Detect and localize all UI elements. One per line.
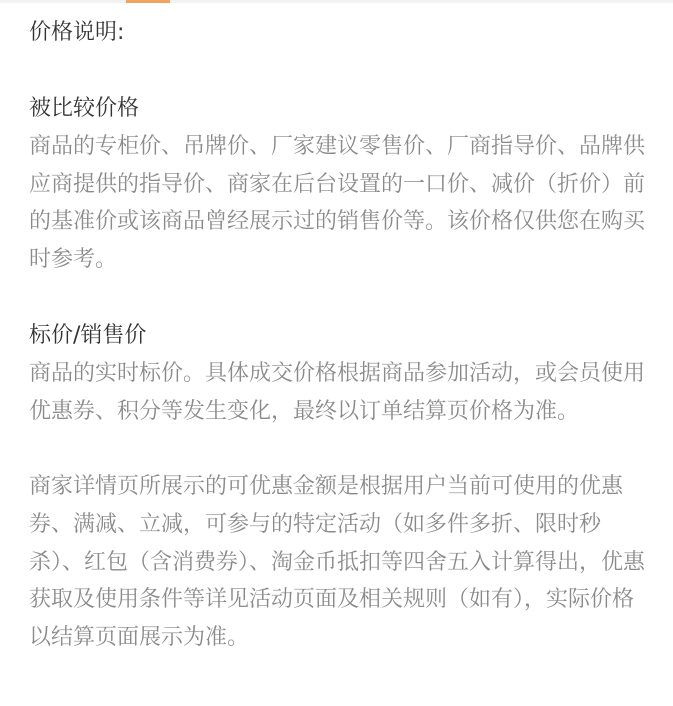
page-title: 价格说明: <box>29 20 125 45</box>
spacer <box>29 52 649 90</box>
active-tab-indicator <box>126 0 170 3</box>
section-body-sale-price: 商品的实时标价。具体成交价格根据商品参加活动，或会员使用优惠券、积分等发生变化，最终以订单结算页价格为准。 <box>29 360 646 424</box>
top-divider <box>0 0 673 3</box>
section-heading-compared-price: 被比较价格 <box>29 96 140 121</box>
discount-footnote: 商家详情页所展示的可优惠金额是根据用户当前可使用的优惠券、满减、立减，可参与的特定活动（如多件多折、限时秒杀）、红包（含消费券）、淘金币抵扣等四舍五入计算得出，优惠获取及使用条件等详见活动页面及相关规则（如有），实际价格以结算页面展示为准。 <box>29 474 646 651</box>
spacer <box>29 279 649 317</box>
spacer <box>29 430 649 468</box>
price-explanation-panel <box>29 14 649 657</box>
section-body-compared-price: 商品的专柜价、吊牌价、厂家建议零售价、厂商指导价、品牌供应商提供的指导价、商家在后台设置的一口价、减价（折价）前的基准价或该商品曾经展示过的销售价等。该价格仅供您在购买时参考。 <box>29 134 646 273</box>
section-heading-sale-price: 标价/销售价 <box>29 322 147 348</box>
